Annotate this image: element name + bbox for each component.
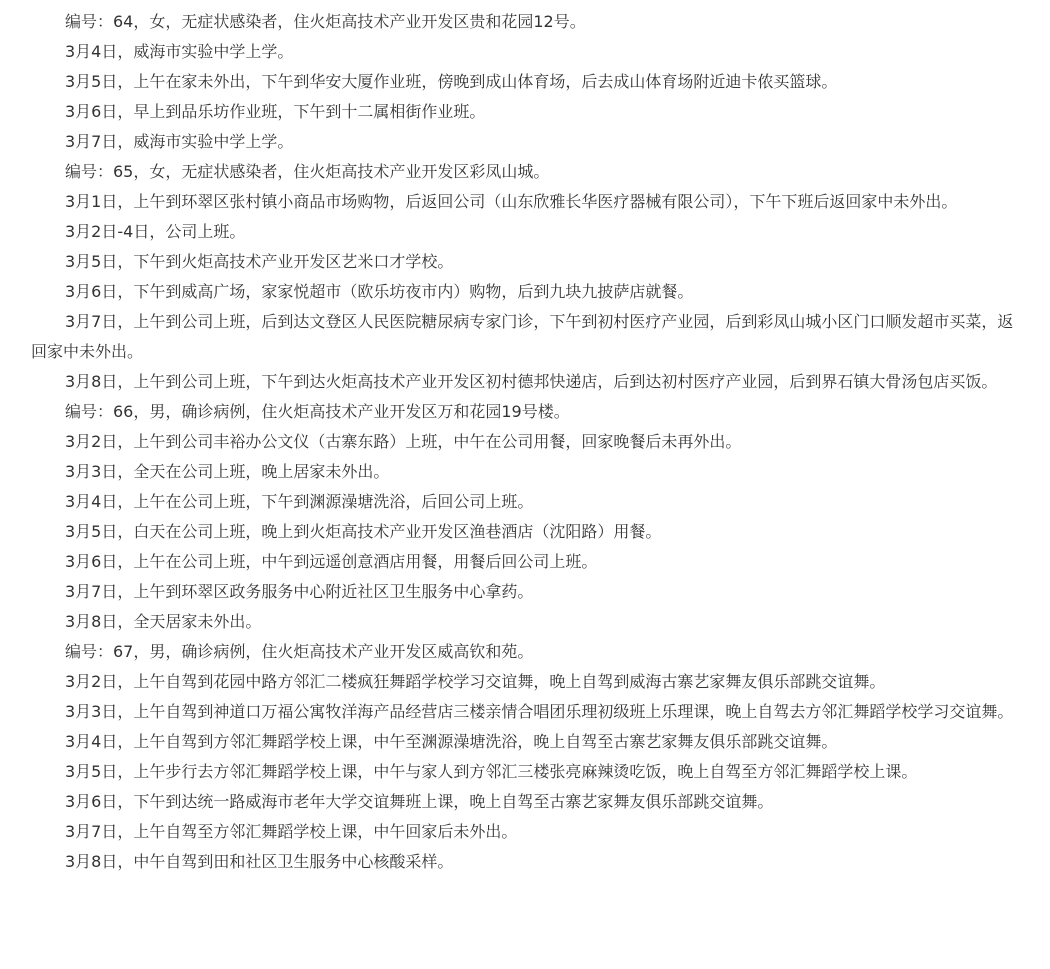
paragraph-case-65-mar5: 3月5日，下午到火炬高技术产业开发区艺米口才学校。: [65, 252, 454, 271]
paragraph-case-67-mar6: 3月6日，下午到达统一路威海市老年大学交谊舞班上课，晚上自驾至古寨艺家舞友俱乐部跳交谊舞。: [65, 792, 774, 811]
paragraph-case-67-mar5: 3月5日，上午步行去方邻汇舞蹈学校上课，中午与家人到方邻汇三楼张亮麻辣烫吃饭，晚上自驾至方邻汇舞蹈学校上课。: [65, 762, 918, 781]
paragraph-case-64-mar5: 3月5日，上午在家未外出，下午到华安大厦作业班，傍晚到成山体育场，后去成山体育场附近迪卡侬买篮球。: [65, 72, 838, 91]
paragraph-case-67-mar2: 3月2日，上午自驾到花园中路方邻汇二楼疯狂舞蹈学校学习交谊舞，晚上自驾到威海古寨艺家舞友俱乐部跳交谊舞。: [65, 672, 886, 691]
paragraph-case-67-mar4: 3月4日，上午自驾到方邻汇舞蹈学校上课，中午至渊源澡塘洗浴，晚上自驾至古寨艺家舞友俱乐部跳交谊舞。: [65, 732, 838, 751]
paragraph-case-67-mar7: 3月7日，上午自驾至方邻汇舞蹈学校上课，中午回家后未外出。: [65, 822, 518, 841]
paragraph-case-65-mar7: 3月7日，上午到公司上班，后到达文登区人民医院糖尿病专家门诊，下午到初村医疗产业园，后到彩凤山城小区门口顺发超市买菜，返回家中未外出。: [31, 312, 1014, 361]
paragraph-case-66-mar4: 3月4日，上午在公司上班，下午到渊源澡塘洗浴，后回公司上班。: [65, 492, 534, 511]
paragraph-case-66-header: 编号：66，男，确诊病例，住火炬高技术产业开发区万和花园19号楼。: [65, 402, 570, 421]
paragraph-case-65-header: 编号：65，女，无症状感染者，住火炬高技术产业开发区彩凤山城。: [65, 162, 550, 181]
paragraph-case-65-mar6: 3月6日，下午到威高广场，家家悦超市（欧乐坊夜市内）购物，后到九块九披萨店就餐。: [65, 282, 694, 301]
paragraph-case-64-mar6: 3月6日，早上到品乐坊作业班，下午到十二属相街作业班。: [65, 102, 486, 121]
paragraph-case-64-header: 编号：64，女，无症状感染者，住火炬高技术产业开发区贵和花园12号。: [65, 12, 586, 31]
paragraph-case-67-mar8: 3月8日，中午自驾到田和社区卫生服务中心核酸采样。: [65, 852, 454, 871]
paragraph-case-65-mar1: 3月1日，上午到环翠区张村镇小商品市场购物，后返回公司（山东欣雅长华医疗器械有限公司），下午下班后返回家中未外出。: [65, 192, 958, 211]
paragraph-case-66-mar6: 3月6日，上午在公司上班，中午到远遥创意酒店用餐，用餐后回公司上班。: [65, 552, 598, 571]
paragraph-case-65-mar8: 3月8日，上午到公司上班，下午到达火炬高技术产业开发区初村德邦快递店，后到达初村医疗产业园，后到界石镇大骨汤包店买饭。: [65, 372, 998, 391]
paragraph-case-66-mar7: 3月7日，上午到环翠区政务服务中心附近社区卫生服务中心拿药。: [65, 582, 534, 601]
paragraph-case-66-mar3: 3月3日，全天在公司上班，晚上居家未外出。: [65, 462, 390, 481]
paragraph-case-66-mar2: 3月2日，上午到公司丰裕办公文仪（古寨东路）上班，中午在公司用餐，回家晚餐后未再外出。: [65, 432, 742, 451]
paragraph-case-66-mar8: 3月8日，全天居家未外出。: [65, 612, 262, 631]
paragraph-case-67-header: 编号：67，男，确诊病例，住火炬高技术产业开发区威高钦和苑。: [65, 642, 534, 661]
paragraph-case-65-mar2-4: 3月2日-4日，公司上班。: [65, 222, 246, 241]
paragraph-case-64-mar4: 3月4日，威海市实验中学上学。: [65, 42, 294, 61]
paragraph-case-64-mar7: 3月7日，威海市实验中学上学。: [65, 132, 294, 151]
paragraph-case-66-mar5: 3月5日，白天在公司上班，晚上到火炬高技术产业开发区渔巷酒店（沈阳路）用餐。: [65, 522, 662, 541]
paragraph-case-67-mar3: 3月3日，上午自驾到神道口万福公寓牧洋海产品经营店三楼亲情合唱团乐理初级班上乐理课，晚上自驾去方邻汇舞蹈学校学习交谊舞。: [65, 702, 1014, 721]
